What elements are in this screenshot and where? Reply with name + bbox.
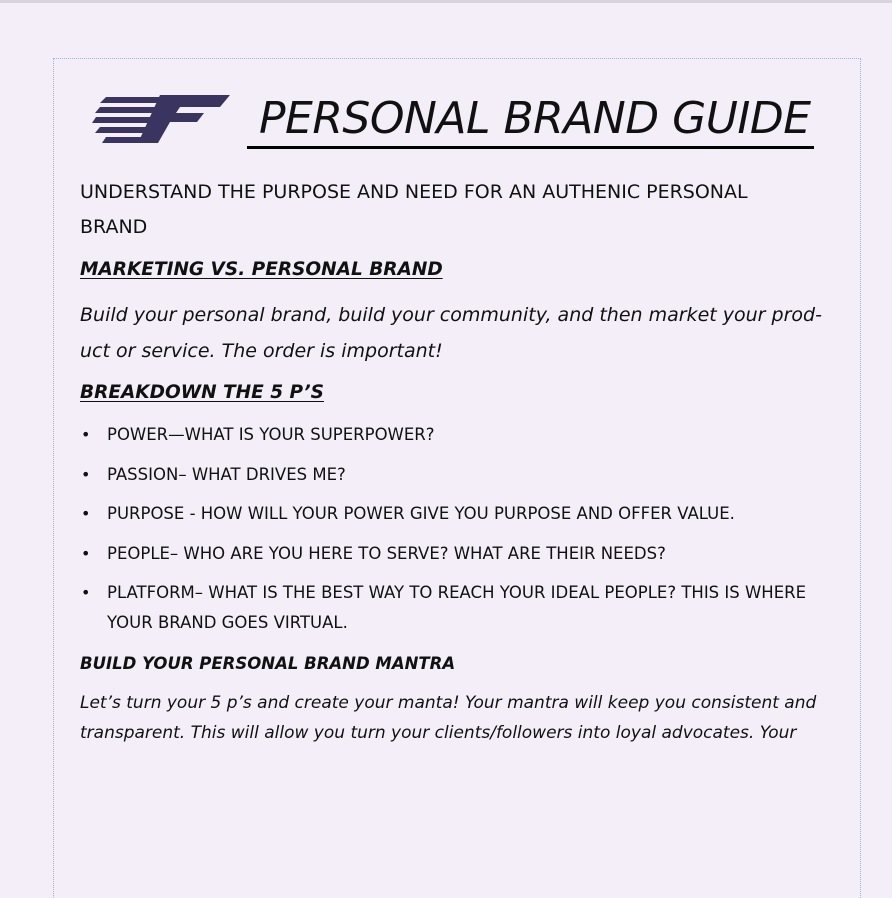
section-paragraph-marketing (80, 297, 840, 369)
section-heading-mantra: BUILD YOUR PERSONAL BRAND MANTRA (80, 654, 456, 673)
list-item (80, 578, 840, 638)
paragraph-line-1: Let’s turn your 5 p’s and create your manta! Your mantra will keep you consistent and (80, 693, 817, 713)
list-item-line-1: • PLATFORM– WHAT IS THE BEST WAY TO REACH YOUR IDEAL PEOPLE? THIS IS WHERE (107, 583, 807, 602)
document-title: PERSONAL BRAND GUIDE (247, 92, 814, 149)
paragraph-line-2: transparent. This will allow you turn your clients/followers into loyal advocates. Your (80, 723, 797, 743)
paragraph-line-2: uct or service. The order is important! (80, 340, 443, 362)
section-heading-breakdown: BREAKDOWN THE 5 P’S (80, 382, 324, 403)
intro-text (80, 175, 840, 245)
list-item: • PURPOSE - HOW WILL YOUR POWER GIVE YOU PURPOSE AND OFFER VALUE. (80, 499, 840, 529)
window-top-border (0, 0, 892, 3)
five-ps-list (80, 420, 840, 648)
section-heading-marketing: MARKETING VS. PERSONAL BRAND (80, 259, 443, 280)
wing-f-logo-icon (92, 93, 232, 149)
list-item: • PASSION– WHAT DRIVES ME? (80, 460, 840, 490)
section-paragraph-mantra (80, 688, 820, 748)
list-item: • PEOPLE– WHO ARE YOU HERE TO SERVE? WHAT ARE THEIR NEEDS? (80, 539, 840, 569)
list-item-line-2: YOUR BRAND GOES VIRTUAL. (107, 613, 348, 632)
list-item: • POWER—WHAT IS YOUR SUPERPOWER? (80, 420, 840, 450)
paragraph-line-1: Build your personal brand, build your community, and then market your prod- (80, 304, 822, 326)
intro-line-1: UNDERSTAND THE PURPOSE AND NEED FOR AN AUTHENIC PERSONAL (80, 181, 748, 203)
intro-line-2: BRAND (80, 216, 148, 238)
